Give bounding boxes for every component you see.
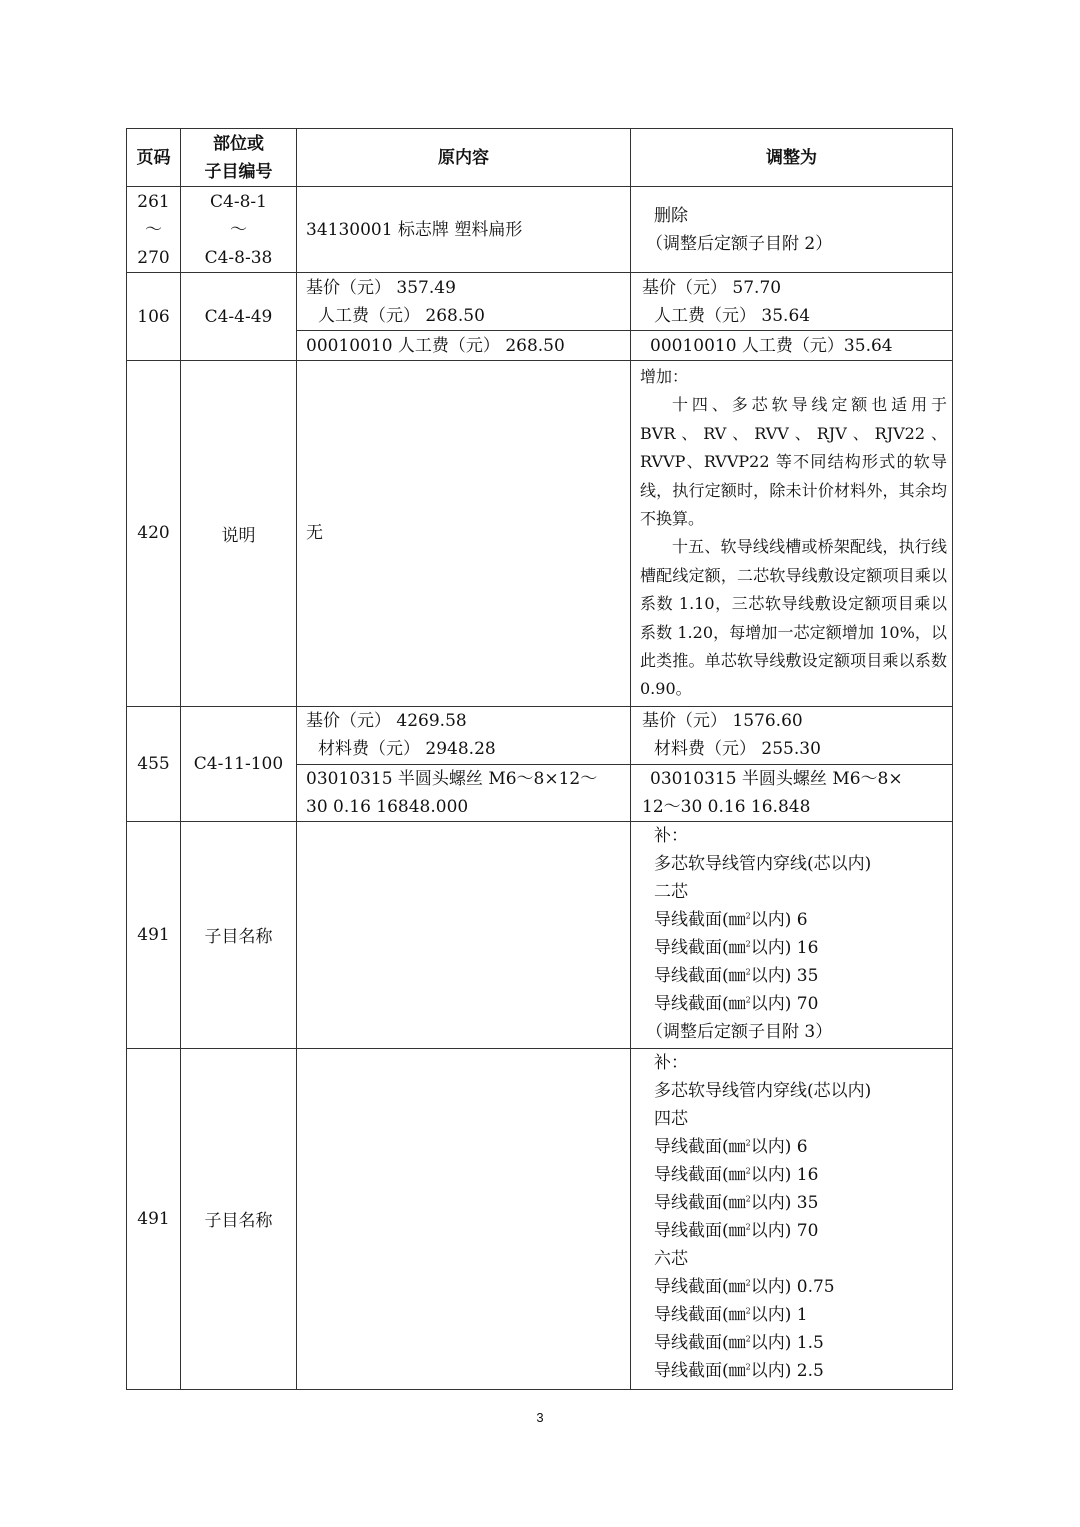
- header-row: [127, 129, 953, 187]
- size-list: [642, 906, 952, 1018]
- adjusted-cell: [631, 706, 953, 764]
- page-cell: 106: [127, 273, 181, 361]
- original-cell: [297, 706, 631, 764]
- amendment-table: [126, 128, 953, 1390]
- size-line: 导线截面(㎜$^2$以内) 6: [654, 909, 808, 930]
- original-cell: [297, 764, 631, 821]
- table-row: [127, 1048, 953, 1389]
- adjusted-cell: [631, 331, 953, 361]
- size-list: [642, 1133, 952, 1245]
- code-cell: C4-11-100: [181, 706, 297, 821]
- adjusted-line: 补：: [654, 825, 688, 846]
- adjusted-line: 四芯: [654, 1108, 688, 1129]
- adjusted-line: 基价（元） 1576.60: [642, 711, 803, 732]
- original-text: 34130001 标志牌 塑料扁形: [306, 219, 523, 240]
- explanation-head: 增加：: [640, 367, 689, 386]
- original-cell: [297, 187, 631, 273]
- adjusted-cell: [631, 764, 953, 821]
- original-line: 03010315 半圆头螺丝 M6～8×12～: [306, 768, 598, 789]
- header-adjusted: 调整为: [631, 129, 953, 187]
- page-cell: 420: [127, 361, 181, 707]
- size-line: 导线截面(㎜$^2$以内) 0.75: [654, 1276, 835, 1297]
- adjusted-cell: [631, 187, 953, 273]
- table-row: [127, 361, 953, 707]
- page-cell: 491: [127, 821, 181, 1048]
- adjusted-line: （调整后定额子目附 2）: [646, 233, 833, 254]
- explanation-paragraph: 十五、软导线线槽或桥架配线，执行线槽配线定额，二芯软导线敷设定额项目乘以系数 1.10，三芯软导线敷设定额项目乘以系数 1.20，每增加一芯定额增加 10%，以此类推。单芯软导线敷设定额项目乘以系数 0.90。: [640, 537, 947, 699]
- explanation-cell: [631, 361, 953, 707]
- adjusted-line: 基价（元） 57.70: [642, 277, 782, 298]
- size-line: 导线截面(㎜$^2$以内) 6: [654, 1136, 808, 1157]
- original-cell: [297, 361, 631, 707]
- original-cell: [297, 821, 631, 1048]
- adjusted-line: 六芯: [654, 1248, 688, 1269]
- size-line: 导线截面(㎜$^2$以内) 35: [654, 1192, 819, 1213]
- header-code: 部位或 子目编号: [181, 129, 297, 187]
- size-line: 导线截面(㎜$^2$以内) 35: [654, 965, 819, 986]
- size-line: 导线截面(㎜$^2$以内) 70: [654, 993, 819, 1014]
- adjusted-cell: [631, 273, 953, 331]
- original-line: 基价（元） 357.49: [306, 277, 456, 298]
- original-text: 无: [306, 523, 323, 544]
- page-cell: 491: [127, 1048, 181, 1389]
- original-line: 30 0.16 16848.000: [306, 796, 469, 817]
- table-row: [127, 821, 953, 1048]
- code-cell: 说明: [181, 361, 297, 707]
- size-line: 导线截面(㎜$^2$以内) 1: [654, 1304, 808, 1325]
- table-row: [127, 706, 953, 764]
- original-cell: [297, 331, 631, 361]
- header-page: 页码: [127, 129, 181, 187]
- adjusted-line: 二芯: [654, 881, 688, 902]
- size-line: 导线截面(㎜$^2$以内) 2.5: [654, 1360, 824, 1381]
- size-line: 导线截面(㎜$^2$以内) 16: [654, 1164, 819, 1185]
- page-number: 3: [536, 1410, 544, 1425]
- size-line: 导线截面(㎜$^2$以内) 70: [654, 1220, 819, 1241]
- code-cell: 子目名称: [181, 1048, 297, 1389]
- page-cell: 455: [127, 706, 181, 821]
- adjusted-cell: [631, 821, 953, 1048]
- adjusted-line: 人工费（元） 35.64: [654, 305, 811, 326]
- original-line: 人工费（元） 268.50: [318, 305, 485, 326]
- header-original: 原内容: [297, 129, 631, 187]
- adjusted-cell: [631, 1048, 953, 1389]
- adjusted-line: 多芯软导线管内穿线(芯以内): [654, 1080, 872, 1101]
- table-row: [127, 273, 953, 331]
- adjusted-line: 多芯软导线管内穿线(芯以内): [654, 853, 872, 874]
- adjusted-line: 12～30 0.16 16.848: [642, 796, 811, 817]
- size-line: 导线截面(㎜$^2$以内) 1.5: [654, 1332, 824, 1353]
- original-line: 材料费（元） 2948.28: [318, 739, 496, 760]
- code-cell: 子目名称: [181, 821, 297, 1048]
- explanation-paragraph: 十四、多芯软导线定额也适用于BVR、RV、RVV、RJV、RJV22、RVVP、RVVP22 等不同结构形式的软导线，执行定额时，除未计价材料外，其余均不换算。: [640, 395, 947, 529]
- code-cell: C4-4-49: [181, 273, 297, 361]
- original-line: 00010010 人工费（元） 268.50: [306, 335, 565, 356]
- original-cell: [297, 273, 631, 331]
- adjusted-line: 删除: [654, 205, 688, 226]
- adjusted-line: 03010315 半圆头螺丝 M6～8×: [650, 768, 903, 789]
- original-line: 基价（元） 4269.58: [306, 711, 467, 732]
- adjusted-line: 补：: [654, 1052, 688, 1073]
- size-line: 导线截面(㎜$^2$以内) 16: [654, 937, 819, 958]
- page-cell: 261 ～ 270: [127, 187, 181, 273]
- adjusted-line: 材料费（元） 255.30: [654, 739, 821, 760]
- original-cell: [297, 1048, 631, 1389]
- adjusted-line: （调整后定额子目附 3）: [646, 1021, 833, 1042]
- table-row: [127, 187, 953, 273]
- adjusted-line: 00010010 人工费（元）35.64: [650, 335, 893, 356]
- size-list: [642, 1273, 952, 1385]
- code-cell: C4-8-1 ～ C4-8-38: [181, 187, 297, 273]
